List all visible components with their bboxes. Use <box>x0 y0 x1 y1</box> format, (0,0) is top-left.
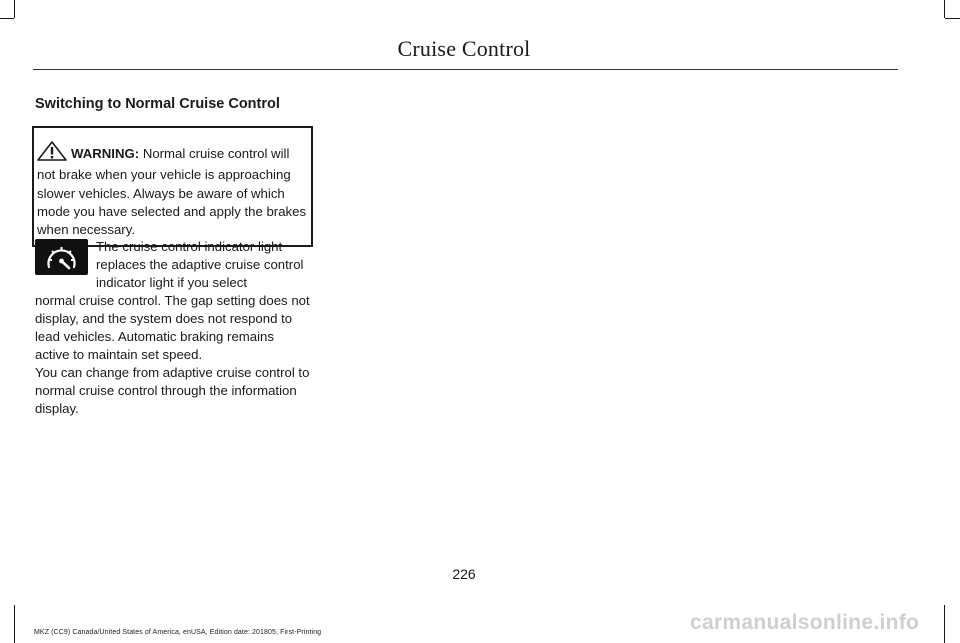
crop-mark <box>14 605 15 643</box>
edition-footer: MKZ (CC9) Canada/United States of America, enUSA, Edition date: 201805, First-Printing <box>34 629 322 636</box>
crop-mark <box>944 605 945 643</box>
cruise-control-speedometer-icon <box>35 239 88 275</box>
warning-label: WARNING: <box>71 146 140 161</box>
watermark: carmanualsonline.info <box>690 611 920 634</box>
warning-text: Normal cruise control will not brake when your vehicle is approaching slower vehicles. Always be aware of which mode you have selected and apply the brakes when necessary. <box>37 146 307 238</box>
paragraph-indicator-detail: normal cruise control. The gap setting does not display, and the system does not respond to lead vehicles. Automatic braking remains active to maintain set speed. <box>35 293 310 362</box>
crop-mark <box>0 18 14 19</box>
paragraph-indicator-intro: The cruise control indicator light replaces the adaptive cruise control indicator light if you select <box>96 239 304 290</box>
warning-triangle-icon <box>37 141 67 166</box>
page-title: Cruise Control <box>397 36 531 61</box>
header-divider <box>33 69 898 70</box>
page-number: 226 <box>452 566 476 582</box>
crop-mark <box>944 0 945 18</box>
paragraph-change-mode: You can change from adaptive cruise control to normal cruise control through the information display. <box>35 365 310 416</box>
section-heading: Switching to Normal Cruise Control <box>35 96 280 112</box>
crop-mark <box>14 0 15 18</box>
warning-box <box>32 126 313 247</box>
crop-mark <box>945 18 960 19</box>
